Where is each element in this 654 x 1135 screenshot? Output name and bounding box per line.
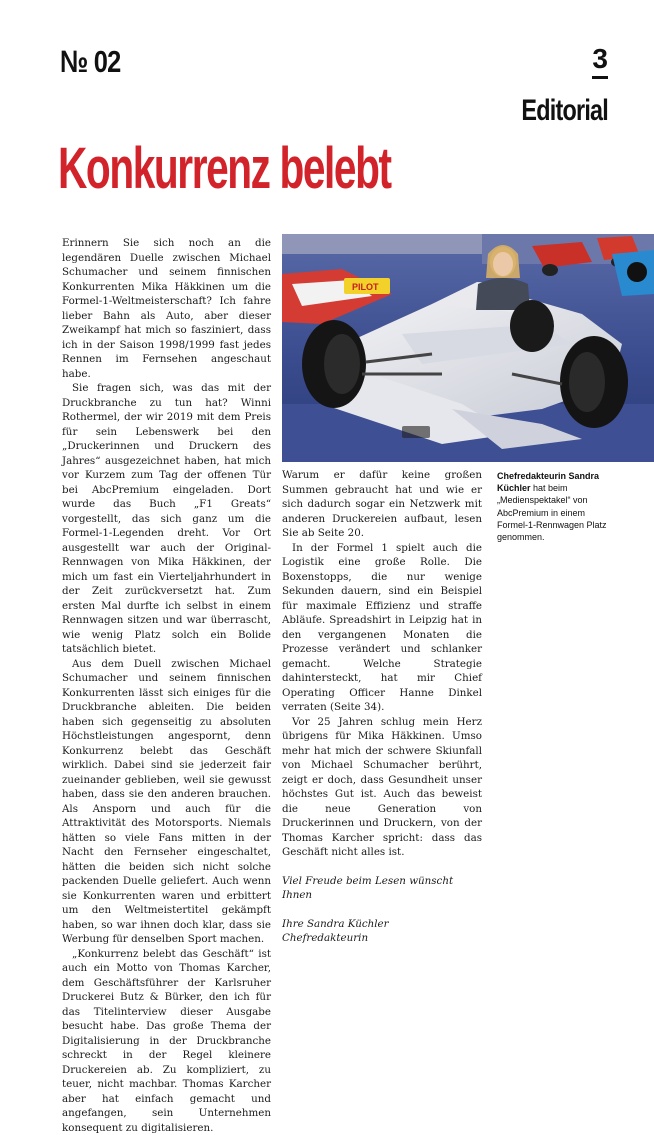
- paragraph: Aus dem Duell zwischen Michael Schumacher und seinem finnischen Konkurrenten lässt sich einiges für die Druckbranche ableiten. Die beiden haben sich gegenseitig zu absoluten Höchstleistungen angespornt, denn Konkurrenz belebt das Geschäft wirklich. Dabei sind sie jederzeit fair zueinander geblieben, weil sie gewusst haben, dass sie den anderen brauchen. Als Ansporn und auch für die Attraktivität des Motorsports. Niemals hätten so viele Fans mitten in der Nacht den Fernseher eingeschaltet, hätten die beiden sich nicht solche packenden Duelle geliefert. Auch wenn sie Konkurrenten waren und erbittert um den Weltmeistertitel gekämpft haben, so war ihnen doch klar, dass sie Werbung für denselben Sport machen.: [62, 657, 271, 947]
- caption-text: hat beim „Medienspektakel“ von AbcPremium in einem Formel-1-Rennwagen Platz genommen.: [497, 483, 607, 542]
- headline: Konkurrenz belebt: [58, 134, 391, 204]
- paragraph: Warum er dafür keine großen Summen gebraucht hat und wie er sich dadurch sogar ein Netzwerk mit anderen Druckereien aufbaut, lesen Sie ab Seite 20.: [282, 468, 482, 541]
- article-column-1: [62, 236, 271, 1135]
- article-column-2: [282, 468, 482, 946]
- page-number: 3: [592, 44, 608, 79]
- car-sticker-text: PILOT: [352, 282, 379, 292]
- signoff-role: Chefredakteurin: [282, 931, 482, 946]
- paragraph: Vor 25 Jahren schlug mein Herz übrigens für Mika Häkkinen. Umso mehr hat mich der schwere Skiunfall von Michael Schumacher berührt, zeigt er doch, dass Gesundheit unser höchstes Gut ist. Auch das beweist die neue Generation von Druckerinnen und Druckern, von der Thomas Karcher spricht: dass das Geschäft nicht alles ist.: [282, 715, 482, 860]
- issue-number: № 02: [60, 44, 120, 80]
- editorial-photo: [282, 234, 654, 462]
- photo-caption: [497, 470, 617, 543]
- caption-bold: Chefredakteurin Sandra Küchler: [497, 471, 599, 493]
- signoff-name: Ihre Sandra Küchler: [282, 917, 482, 932]
- paragraph: In der Formel 1 spielt auch die Logistik eine große Rolle. Die Boxenstopps, die nur wenige Sekunden dauern, sind ein Beispiel für maximale Effizienz und straffe Abläufe. Spreadshirt in Leipzig hat in den vergangenen Monaten die Prozesse verändert und schlanker gemacht. Welche Strategie dahintersteckt, hat mir Chief Operating Officer Hanne Dinkel verraten (Seite 34).: [282, 541, 482, 715]
- signoff-wish: Viel Freude beim Lesen wünscht Ihnen: [282, 874, 482, 903]
- paragraph: Erinnern Sie sich noch an die legendären Duelle zwischen Michael Schumacher und seinem finnischen Konkurrenten Mika Häkkinen um die Formel-1-Weltmeisterschaft? Ich fahre lieber Bahn als Auto, aber dieser Zweikampf hat mich so fasziniert, dass ich in der Saison 1998/1999 fast jedes Rennen im Fernsehen angeschaut habe.: [62, 236, 271, 381]
- section-title: Editorial: [521, 94, 608, 128]
- paragraph: Sie fragen sich, was das mit der Druckbranche zu tun hat? Winni Rothermel, der wir 2019 mit dem Preis für sein Lebenswerk bei den „Druckerinnen und Druckern des Jahres“ ausgezeichnet haben, hat mich vor Kurzem zum Tag der offenen Tür bei AbcPremium eingeladen. Dort wurde das Buch „F1 Greats“ vorgestellt, das sich ganz um die Formel-1-Legenden dreht. Vor Ort ausgestellt war auch der Original-Rennwagen von Mika Häkkinen, der mich um fast ein Vierteljahrhundert in der Zeit zurückversetzt hat. Zum ersten Mal durfte ich selbst in einem Rennwagen sitzen und war überrascht, wie wenig Platz solch ein Bolide tatsächlich bietet.: [62, 381, 271, 657]
- paragraph: „Konkurrenz belebt das Geschäft“ ist auch ein Motto von Thomas Karcher, dem Geschäftsführer der Karlsruher Druckerei Butz & Bürker, den ich für das Titelinterview dieser Ausgabe besucht habe. Das große Thema der Digitalisierung in der Druckbranche schreckt in der Regel kleinere Druckereien ab. Zu kompliziert, zu teuer, nicht machbar. Thomas Karcher aber hat einfach gemacht und angefangen, sein Unternehmen konsequent zu digitalisieren.: [62, 947, 271, 1135]
